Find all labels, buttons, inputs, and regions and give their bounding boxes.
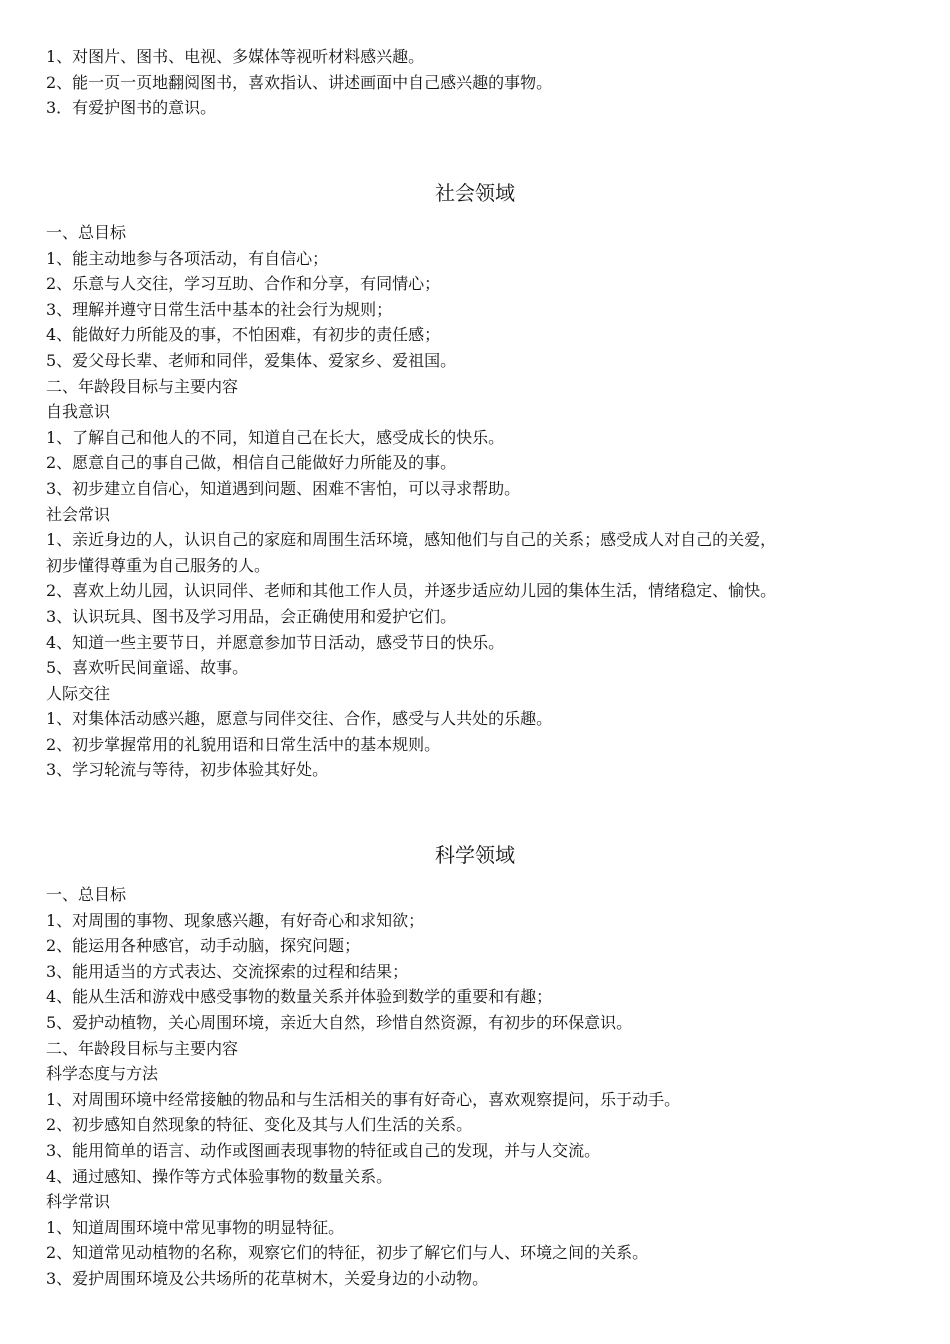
social-line: 2、喜欢上幼儿园，认识同伴、老师和其他工作人员，并逐步适应幼儿园的集体生活，情绪稳定、愉快。: [46, 581, 777, 601]
social-line: 人际交往: [46, 683, 111, 703]
social-line: 2、愿意自己的事自己做，相信自己能做好力所能及的事。: [46, 453, 457, 473]
science-line: 1、对周围环境中经常接触的物品和与生活相关的事有好奇心，喜欢观察提问，乐于动手。: [46, 1089, 681, 1109]
social-line: 3、初步建立自信心，知道遇到问题、困难不害怕，可以寻求帮助。: [46, 478, 521, 498]
social-line: 2、初步掌握常用的礼貌用语和日常生活中的基本规则。: [46, 734, 441, 754]
social-line: 5、爱父母长辈、老师和同伴，爱集体、爱家乡、爱祖国。: [46, 350, 457, 370]
social-section: [46, 220, 926, 783]
science-section: [46, 882, 926, 1292]
science-line: 3、能用简单的语言、动作或图画表现事物的特征或自己的发现，并与人交流。: [46, 1140, 601, 1160]
science-line: 1、对周围的事物、现象感兴趣，有好奇心和求知欲；: [46, 910, 425, 930]
social-line: 1、亲近身边的人，认识自己的家庭和周围生活环境，感知他们与自己的关系；感受成人对自己的关爱，: [46, 530, 777, 550]
social-section-title: 社会领域: [435, 181, 515, 205]
intro-section: [46, 44, 926, 121]
science-line: 2、能运用各种感官，动手动脑，探究问题；: [46, 936, 361, 956]
social-line: 1、能主动地参与各项活动，有自信心；: [46, 248, 329, 268]
science-line: 1、知道周围环境中常见事物的明显特征。: [46, 1217, 345, 1237]
science-line: 5、爱护动植物，关心周围环境，亲近大自然，珍惜自然资源，有初步的环保意识。: [46, 1012, 633, 1032]
social-line: 3、学习轮流与等待，初步体验其好处。: [46, 760, 329, 780]
social-line: 1、了解自己和他人的不同，知道自己在长大，感受成长的快乐。: [46, 427, 505, 447]
science-line: 2、初步感知自然现象的特征、变化及其与人们生活的关系。: [46, 1115, 473, 1135]
social-line: 5、喜欢听民间童谣、故事。: [46, 658, 249, 678]
science-section-title: 科学领域: [435, 843, 515, 867]
social-line: 4、知道一些主要节日，并愿意参加节日活动，感受节日的快乐。: [46, 632, 505, 652]
science-line: 4、通过感知、操作等方式体验事物的数量关系。: [46, 1166, 393, 1186]
science-line: 2、知道常见动植物的名称，观察它们的特征，初步了解它们与人、环境之间的关系。: [46, 1243, 649, 1263]
science-line: 科学常识: [46, 1192, 111, 1212]
social-line: 初步懂得尊重为自己服务的人。: [46, 555, 271, 575]
social-line: 2、乐意与人交往，学习互助、合作和分享，有同情心；: [46, 274, 441, 294]
social-line: 一、总目标: [46, 223, 127, 242]
intro-line: 1、对图片、图书、电视、多媒体等视听材料感兴趣。: [46, 47, 425, 66]
social-line: 自我意识: [46, 402, 111, 422]
social-line: 3、理解并遵守日常生活中基本的社会行为规则；: [46, 299, 393, 319]
social-line: 3、认识玩具、图书及学习用品，会正确使用和爱护它们。: [46, 606, 457, 626]
social-line: 4、能做好力所能及的事，不怕困难，有初步的责任感；: [46, 325, 441, 345]
science-line: 科学态度与方法: [46, 1064, 159, 1084]
science-line: 4、能从生活和游戏中感受事物的数量关系并体验到数学的重要和有趣；: [46, 987, 553, 1007]
social-line: 1、对集体活动感兴趣，愿意与同伴交往、合作，感受与人共处的乐趣。: [46, 709, 553, 729]
intro-line: 2、能一页一页地翻阅图书，喜欢指认、讲述画面中自己感兴趣的事物。: [46, 72, 553, 92]
intro-line: 3．有爱护图书的意识。: [46, 98, 217, 118]
science-line: 二、年龄段目标与主要内容: [46, 1038, 239, 1058]
science-line: 3、爱护周围环境及公共场所的花草树木，关爱身边的小动物。: [46, 1268, 489, 1288]
social-line: 二、年龄段目标与主要内容: [46, 376, 239, 396]
science-line: 3、能用适当的方式表达、交流探索的过程和结果；: [46, 961, 409, 981]
social-line: 社会常识: [46, 504, 111, 524]
science-line: 一、总目标: [46, 885, 127, 904]
